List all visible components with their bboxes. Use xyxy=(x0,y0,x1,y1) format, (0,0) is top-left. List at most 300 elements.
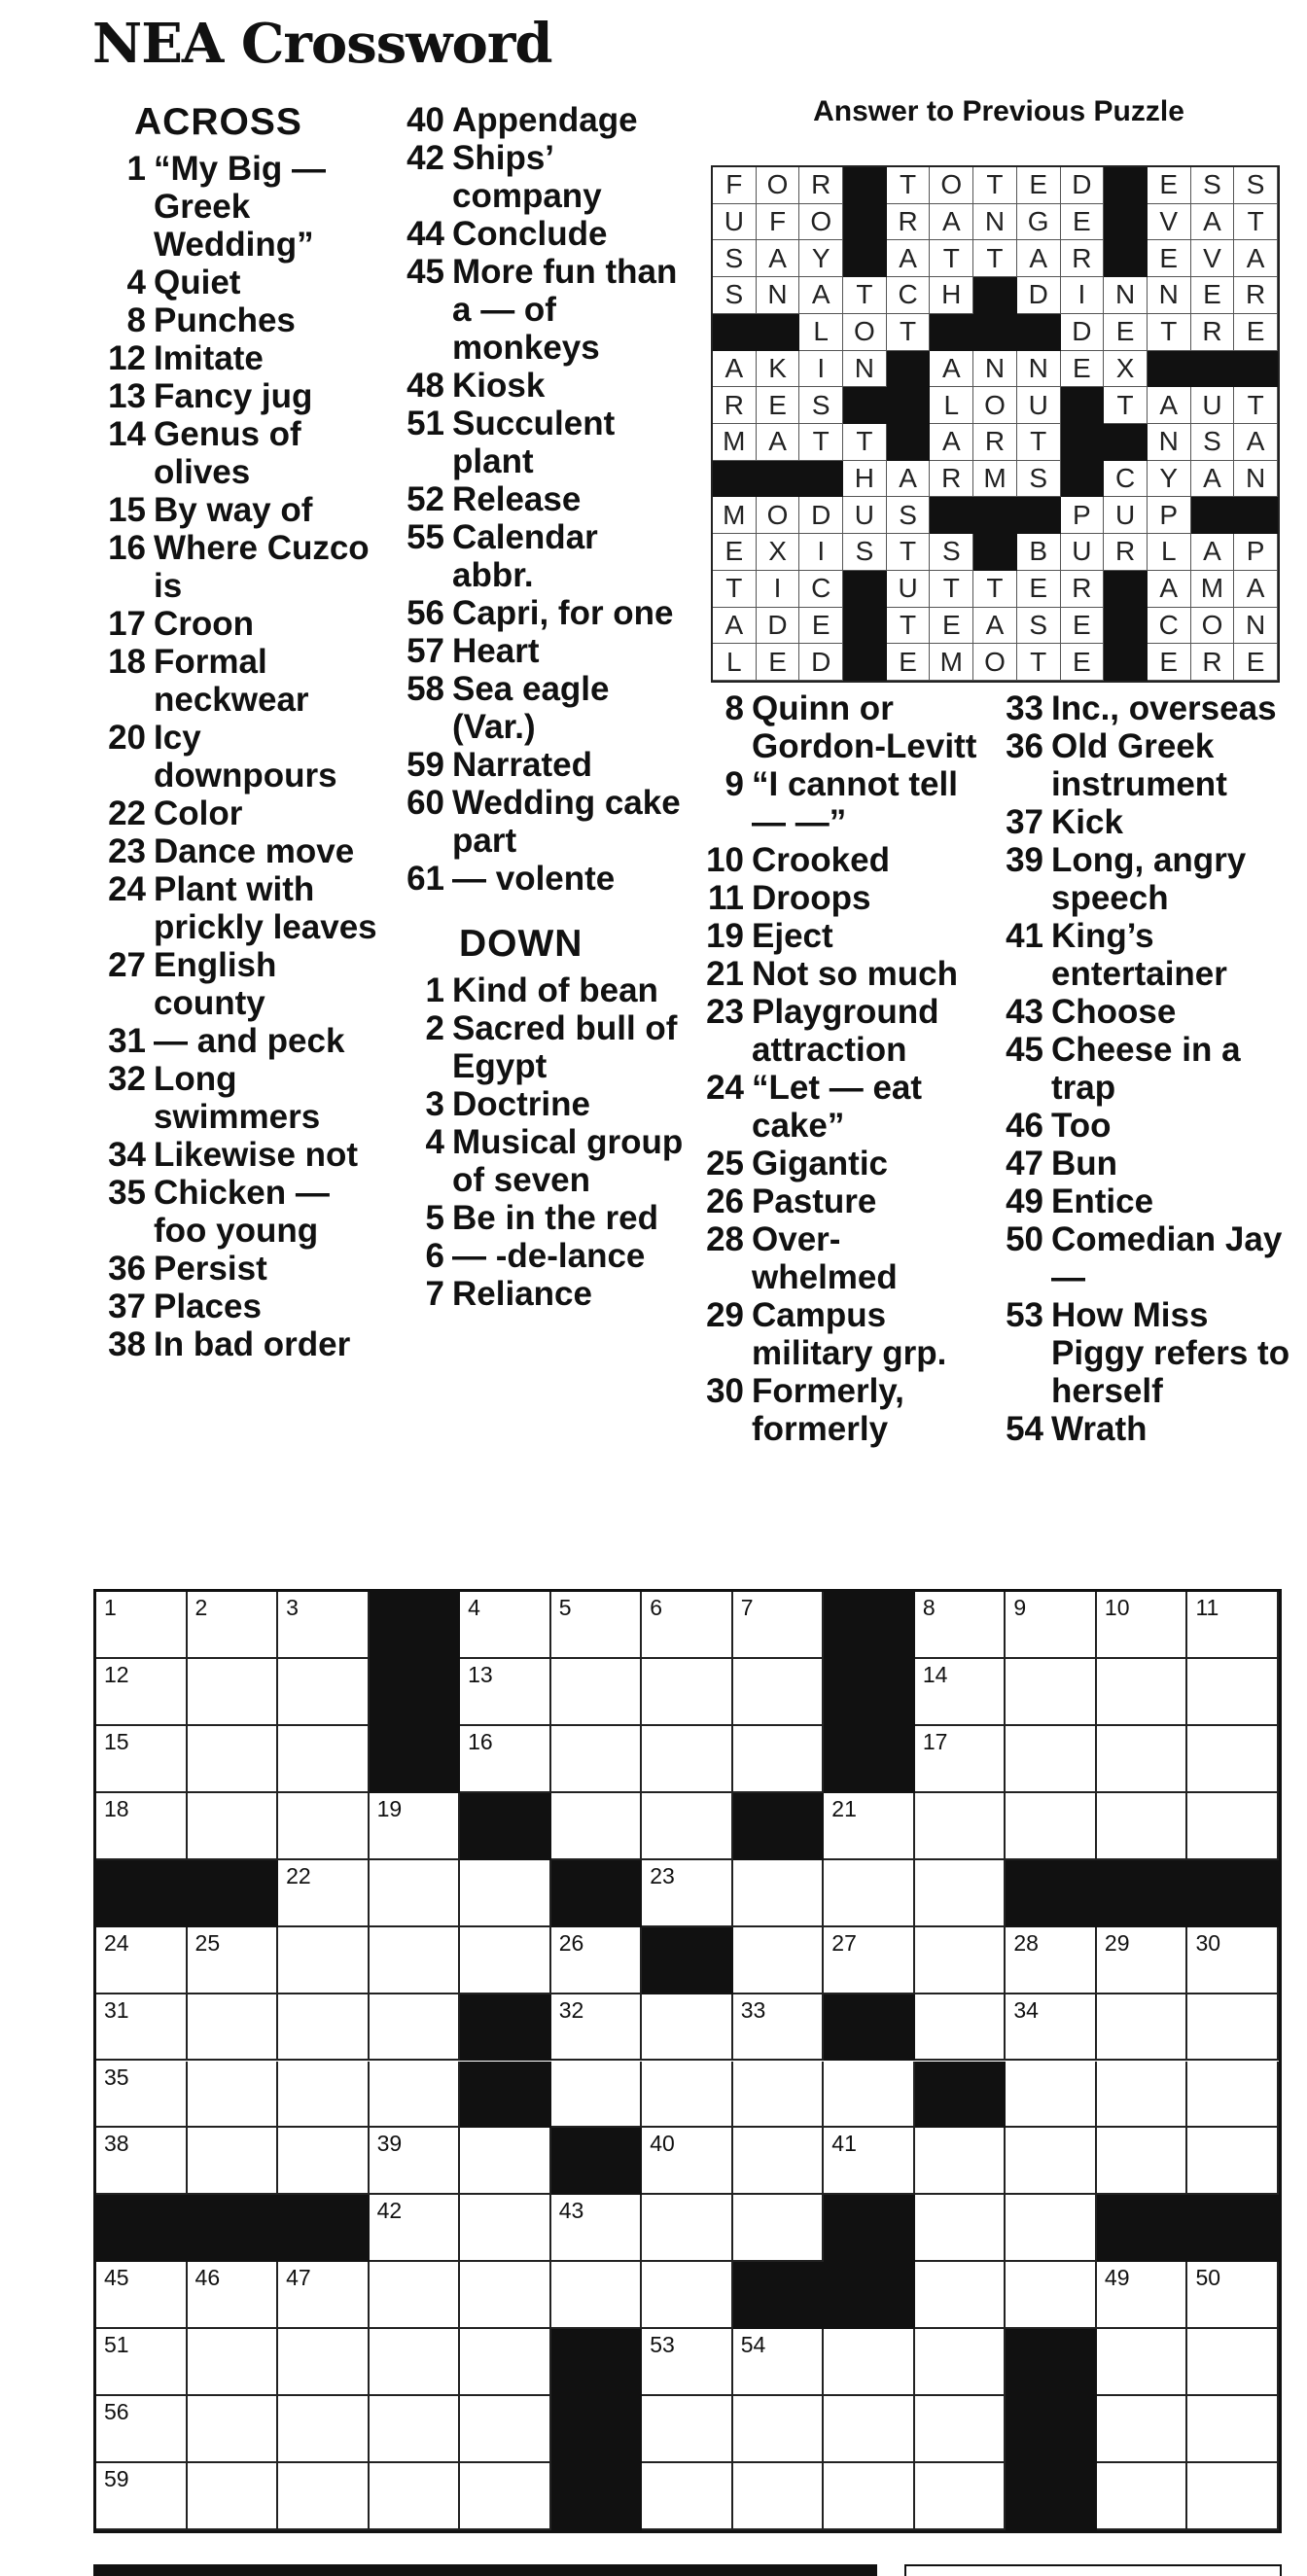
grid-cell[interactable] xyxy=(1187,1994,1279,2062)
grid-cell[interactable] xyxy=(1006,2062,1097,2129)
grid-cell[interactable] xyxy=(642,2062,733,2129)
grid-cell[interactable] xyxy=(370,1994,461,2062)
grid-cell[interactable] xyxy=(188,2262,279,2329)
grid-cell[interactable] xyxy=(96,1793,188,1860)
clue-text: More fun than a — of monkeys xyxy=(452,253,678,367)
grid-cell[interactable] xyxy=(642,2329,733,2396)
grid-cell[interactable] xyxy=(1006,1927,1097,1994)
grid-cell[interactable] xyxy=(278,2128,370,2195)
clue-item[interactable] xyxy=(93,1288,385,1325)
clue-item[interactable] xyxy=(395,746,687,784)
clue-number: 20 xyxy=(108,719,146,757)
clue-item[interactable] xyxy=(93,794,385,832)
clue-item[interactable] xyxy=(992,1296,1303,1410)
grid-cell[interactable] xyxy=(733,1927,825,1994)
answer-cell: T xyxy=(973,571,1017,608)
grid-cell[interactable] xyxy=(370,2329,461,2396)
clue-column-1 xyxy=(93,101,385,1363)
clue-item[interactable] xyxy=(395,1123,687,1199)
clue-text: Playground attraction xyxy=(752,993,939,1069)
clue-item[interactable] xyxy=(395,594,687,632)
clue-number: 3 xyxy=(425,1085,444,1123)
clue-item[interactable] xyxy=(395,253,687,367)
clue-item[interactable] xyxy=(93,832,385,870)
clue-item[interactable] xyxy=(395,670,687,746)
grid-cell[interactable] xyxy=(96,2396,188,2463)
grid-cell[interactable] xyxy=(915,2128,1007,2195)
clue-item[interactable] xyxy=(992,917,1303,993)
clue-item[interactable] xyxy=(692,1296,984,1372)
grid-cell[interactable] xyxy=(551,1592,643,1659)
grid-cell[interactable] xyxy=(824,2396,915,2463)
grid-cell[interactable] xyxy=(915,2329,1007,2396)
clue-number: 52 xyxy=(406,480,444,518)
grid-cell[interactable] xyxy=(370,2463,461,2530)
clue-item[interactable] xyxy=(992,803,1303,841)
clue-item[interactable] xyxy=(93,1174,385,1250)
clue-number: 55 xyxy=(406,518,444,556)
grid-cell[interactable] xyxy=(1006,1659,1097,1726)
grid-block xyxy=(188,2195,279,2262)
grid-cell[interactable] xyxy=(278,1927,370,1994)
answer-block xyxy=(713,314,757,351)
grid-cell[interactable] xyxy=(915,1994,1007,2062)
clue-item[interactable] xyxy=(93,150,385,264)
clue-text: Choose xyxy=(1051,993,1177,1031)
clue-item[interactable] xyxy=(992,727,1303,803)
grid-cell[interactable] xyxy=(1006,1793,1097,1860)
clue-item[interactable] xyxy=(395,215,687,253)
previous-answer-heading: Answer to Previous Puzzle xyxy=(813,95,1184,127)
answer-cell: O xyxy=(1191,608,1235,645)
grid-block xyxy=(1006,1860,1097,1927)
cell-number: 5 xyxy=(558,1595,572,1620)
clue-item[interactable] xyxy=(93,377,385,415)
grid-cell[interactable] xyxy=(96,1659,188,1726)
grid-cell[interactable] xyxy=(1097,2128,1188,2195)
clue-item[interactable] xyxy=(93,605,385,643)
grid-cell[interactable] xyxy=(1187,1927,1279,1994)
grid-cell[interactable] xyxy=(1187,1726,1279,1793)
grid-cell[interactable] xyxy=(188,1927,279,1994)
cell-number: 33 xyxy=(740,1996,766,2023)
grid-cell[interactable] xyxy=(370,2128,461,2195)
grid-cell[interactable] xyxy=(1097,2062,1188,2129)
answer-block xyxy=(1191,497,1235,534)
grid-cell[interactable] xyxy=(1006,2262,1097,2329)
clue-text: Narrated xyxy=(452,746,592,784)
grid-cell[interactable] xyxy=(733,2062,825,2129)
clue-number: 17 xyxy=(108,605,146,643)
crossword-grid[interactable] xyxy=(93,1589,1282,2533)
grid-cell[interactable] xyxy=(915,1592,1007,1659)
answer-cell: O xyxy=(973,644,1017,681)
grid-cell[interactable] xyxy=(460,2128,551,2195)
clue-item[interactable] xyxy=(395,1275,687,1313)
clue-item[interactable] xyxy=(992,1182,1303,1220)
cell-number: 49 xyxy=(1104,2265,1130,2291)
clue-number: 36 xyxy=(108,1250,146,1288)
answer-block xyxy=(757,461,800,498)
clue-text: Places xyxy=(154,1288,262,1325)
grid-cell[interactable] xyxy=(278,1592,370,1659)
clue-item[interactable] xyxy=(992,1107,1303,1145)
answer-block xyxy=(843,387,887,424)
grid-cell[interactable] xyxy=(370,2195,461,2262)
grid-cell[interactable] xyxy=(1097,1592,1188,1659)
grid-cell[interactable] xyxy=(733,1659,825,1726)
clue-item[interactable] xyxy=(93,491,385,529)
grid-cell[interactable] xyxy=(1187,2329,1279,2396)
clue-text: Be in the red xyxy=(452,1199,658,1237)
grid-cell[interactable] xyxy=(460,2262,551,2329)
grid-cell[interactable] xyxy=(824,2062,915,2129)
footer-divider xyxy=(93,2564,877,2576)
grid-cell[interactable] xyxy=(733,1994,825,2062)
grid-cell[interactable] xyxy=(551,2195,643,2262)
grid-cell[interactable] xyxy=(188,1994,279,2062)
clue-item[interactable] xyxy=(395,480,687,518)
clue-item[interactable] xyxy=(93,719,385,794)
grid-cell[interactable] xyxy=(96,1726,188,1793)
grid-cell[interactable] xyxy=(915,2463,1007,2530)
grid-block xyxy=(551,1860,643,1927)
answer-block xyxy=(843,608,887,645)
clue-item[interactable] xyxy=(692,689,984,765)
grid-cell[interactable] xyxy=(915,2262,1007,2329)
grid-cell[interactable] xyxy=(1097,1793,1188,1860)
clue-item[interactable] xyxy=(692,917,984,955)
clue-item[interactable] xyxy=(395,101,687,139)
grid-cell[interactable] xyxy=(370,2396,461,2463)
grid-cell[interactable] xyxy=(1187,2463,1279,2530)
grid-cell[interactable] xyxy=(278,1793,370,1860)
grid-cell[interactable] xyxy=(460,2396,551,2463)
grid-cell[interactable] xyxy=(278,2262,370,2329)
answer-block xyxy=(930,314,973,351)
grid-cell[interactable] xyxy=(188,2062,279,2129)
clue-text: Icy downpours xyxy=(154,719,337,794)
answer-cell: A xyxy=(757,240,800,277)
grid-cell[interactable] xyxy=(642,1592,733,1659)
answer-block xyxy=(1104,204,1148,241)
grid-cell[interactable] xyxy=(460,2195,551,2262)
clue-item[interactable] xyxy=(395,405,687,480)
grid-cell[interactable] xyxy=(96,2329,188,2396)
grid-cell[interactable] xyxy=(278,1659,370,1726)
grid-cell[interactable] xyxy=(1097,2463,1188,2530)
grid-cell[interactable] xyxy=(1187,2128,1279,2195)
clue-item[interactable] xyxy=(395,518,687,594)
answer-cell: N xyxy=(1104,277,1148,314)
grid-cell[interactable] xyxy=(642,2262,733,2329)
grid-cell[interactable] xyxy=(460,1860,551,1927)
clue-item[interactable] xyxy=(692,993,984,1069)
grid-cell[interactable] xyxy=(733,1860,825,1927)
clue-item[interactable] xyxy=(395,971,687,1009)
clue-item[interactable] xyxy=(992,1410,1303,1448)
answer-cell: I xyxy=(1061,277,1105,314)
clue-item[interactable] xyxy=(992,1220,1303,1296)
grid-cell[interactable] xyxy=(551,1994,643,2062)
grid-cell[interactable] xyxy=(278,1726,370,1793)
grid-cell[interactable] xyxy=(733,1592,825,1659)
clue-text: Persist xyxy=(154,1250,267,1288)
clue-text: — -de-lance xyxy=(452,1237,646,1275)
grid-block xyxy=(1097,2195,1188,2262)
clue-item[interactable] xyxy=(692,1069,984,1145)
grid-cell[interactable] xyxy=(96,2062,188,2129)
grid-block xyxy=(551,2329,643,2396)
clue-item[interactable] xyxy=(992,1031,1303,1107)
clue-item[interactable] xyxy=(692,955,984,993)
grid-cell[interactable] xyxy=(824,1860,915,1927)
grid-cell[interactable] xyxy=(915,1860,1007,1927)
clue-item[interactable] xyxy=(93,339,385,377)
clue-item[interactable] xyxy=(992,993,1303,1031)
answer-cell: E xyxy=(1061,204,1105,241)
cell-number: 22 xyxy=(286,1862,311,1888)
grid-cell[interactable] xyxy=(370,2062,461,2129)
grid-cell[interactable] xyxy=(642,1659,733,1726)
clue-item[interactable] xyxy=(93,946,385,1022)
answer-block xyxy=(1234,351,1278,388)
clue-item[interactable] xyxy=(93,1022,385,1060)
answer-cell: T xyxy=(1017,424,1061,461)
grid-cell[interactable] xyxy=(915,2396,1007,2463)
clue-item[interactable] xyxy=(692,765,984,841)
grid-cell[interactable] xyxy=(188,1592,279,1659)
grid-cell[interactable] xyxy=(1187,2262,1279,2329)
clue-item[interactable] xyxy=(692,1145,984,1182)
grid-cell[interactable] xyxy=(642,1994,733,2062)
grid-cell[interactable] xyxy=(733,2463,825,2530)
clue-text: Over-whelmed xyxy=(752,1220,898,1296)
clue-item[interactable] xyxy=(395,860,687,898)
grid-cell[interactable] xyxy=(1187,1592,1279,1659)
clue-item[interactable] xyxy=(395,139,687,215)
answer-cell: D xyxy=(757,608,800,645)
answer-block xyxy=(1061,424,1105,461)
grid-cell[interactable] xyxy=(1097,1726,1188,1793)
answer-block xyxy=(757,314,800,351)
grid-cell[interactable] xyxy=(460,1659,551,1726)
grid-cell[interactable] xyxy=(1187,2396,1279,2463)
grid-cell[interactable] xyxy=(733,1726,825,1793)
grid-block xyxy=(1006,2329,1097,2396)
clue-item[interactable] xyxy=(93,1250,385,1288)
clue-text: Appendage xyxy=(452,101,638,139)
grid-cell[interactable] xyxy=(1006,2128,1097,2195)
grid-cell[interactable] xyxy=(1006,1592,1097,1659)
grid-cell[interactable] xyxy=(188,2128,279,2195)
grid-cell[interactable] xyxy=(551,1927,643,1994)
clue-item[interactable] xyxy=(395,367,687,405)
grid-cell[interactable] xyxy=(824,2329,915,2396)
clue-item[interactable] xyxy=(992,1145,1303,1182)
clue-item[interactable] xyxy=(395,1237,687,1275)
grid-block xyxy=(1187,1860,1279,1927)
grid-cell[interactable] xyxy=(96,1592,188,1659)
grid-cell[interactable] xyxy=(733,2396,825,2463)
answer-cell: F xyxy=(757,204,800,241)
clue-item[interactable] xyxy=(692,879,984,917)
grid-cell[interactable] xyxy=(188,1726,279,1793)
clue-text: Quiet xyxy=(154,264,241,301)
clue-item[interactable] xyxy=(692,1372,984,1448)
grid-cell[interactable] xyxy=(370,1793,461,1860)
grid-cell[interactable] xyxy=(642,2396,733,2463)
grid-cell[interactable] xyxy=(1097,1927,1188,1994)
cell-number: 28 xyxy=(1013,1929,1039,1956)
clue-item[interactable] xyxy=(93,643,385,719)
grid-cell[interactable] xyxy=(96,2262,188,2329)
grid-cell[interactable] xyxy=(278,2329,370,2396)
grid-cell[interactable] xyxy=(278,2463,370,2530)
grid-cell[interactable] xyxy=(1187,1659,1279,1726)
clue-item[interactable] xyxy=(992,841,1303,917)
clue-item[interactable] xyxy=(93,415,385,491)
clue-item[interactable] xyxy=(93,1060,385,1136)
grid-cell[interactable] xyxy=(278,2396,370,2463)
grid-cell[interactable] xyxy=(188,1659,279,1726)
grid-cell[interactable] xyxy=(915,1927,1007,1994)
clue-item[interactable] xyxy=(395,1199,687,1237)
clue-item[interactable] xyxy=(93,529,385,605)
grid-cell[interactable] xyxy=(551,1659,643,1726)
answer-cell: S xyxy=(799,387,843,424)
grid-cell[interactable] xyxy=(824,1793,915,1860)
grid-cell[interactable] xyxy=(188,2329,279,2396)
clue-item[interactable] xyxy=(93,301,385,339)
grid-cell[interactable] xyxy=(96,2128,188,2195)
clue-text: Campus military grp. xyxy=(752,1296,947,1372)
grid-cell[interactable] xyxy=(460,2329,551,2396)
grid-cell[interactable] xyxy=(642,2195,733,2262)
grid-cell[interactable] xyxy=(1006,1994,1097,2062)
grid-cell[interactable] xyxy=(824,1927,915,1994)
grid-cell[interactable] xyxy=(1006,2195,1097,2262)
grid-cell[interactable] xyxy=(370,1860,461,1927)
answer-cell: Y xyxy=(1148,461,1191,498)
grid-cell[interactable] xyxy=(278,1994,370,2062)
grid-cell[interactable] xyxy=(96,1927,188,1994)
grid-cell[interactable] xyxy=(460,2463,551,2530)
clue-text: “I cannot tell — —” xyxy=(752,765,958,841)
answer-cell: T xyxy=(799,424,843,461)
grid-cell[interactable] xyxy=(278,2062,370,2129)
grid-cell[interactable] xyxy=(188,2396,279,2463)
answer-cell: D xyxy=(1017,277,1061,314)
grid-cell[interactable] xyxy=(824,2128,915,2195)
clue-text: Too xyxy=(1051,1107,1112,1145)
grid-cell[interactable] xyxy=(460,1927,551,1994)
grid-block xyxy=(551,2463,643,2530)
grid-cell[interactable] xyxy=(1097,1994,1188,2062)
grid-cell[interactable] xyxy=(915,1726,1007,1793)
clue-item[interactable] xyxy=(395,1085,687,1123)
grid-cell[interactable] xyxy=(370,2262,461,2329)
answer-cell: E xyxy=(1017,571,1061,608)
grid-cell[interactable] xyxy=(1097,2329,1188,2396)
cell-number: 12 xyxy=(104,1661,129,1687)
clue-number: 35 xyxy=(108,1174,146,1212)
grid-cell[interactable] xyxy=(642,2463,733,2530)
grid-block xyxy=(824,1726,915,1793)
grid-cell[interactable] xyxy=(551,2262,643,2329)
clue-item[interactable] xyxy=(395,632,687,670)
clue-item[interactable] xyxy=(93,264,385,301)
grid-cell[interactable] xyxy=(642,1860,733,1927)
answer-cell: T xyxy=(843,277,887,314)
grid-cell[interactable] xyxy=(370,1927,461,1994)
grid-cell[interactable] xyxy=(642,1726,733,1793)
grid-cell[interactable] xyxy=(915,2195,1007,2262)
cell-number: 46 xyxy=(194,2265,221,2291)
clue-item[interactable] xyxy=(692,1220,984,1296)
grid-cell[interactable] xyxy=(460,1592,551,1659)
grid-block xyxy=(460,1793,551,1860)
grid-cell[interactable] xyxy=(1187,1793,1279,1860)
answer-cell: A xyxy=(1191,461,1235,498)
cell-number: 38 xyxy=(104,2131,129,2157)
grid-cell[interactable] xyxy=(733,2128,825,2195)
answer-cell: C xyxy=(1104,461,1148,498)
grid-cell[interactable] xyxy=(96,1994,188,2062)
grid-cell[interactable] xyxy=(733,2329,825,2396)
grid-cell[interactable] xyxy=(551,1726,643,1793)
clue-number: 18 xyxy=(108,643,146,681)
clue-number: 26 xyxy=(706,1182,744,1220)
grid-cell[interactable] xyxy=(824,2463,915,2530)
grid-cell[interactable] xyxy=(642,1793,733,1860)
grid-cell[interactable] xyxy=(1006,1726,1097,1793)
grid-cell[interactable] xyxy=(460,1726,551,1793)
grid-cell[interactable] xyxy=(278,1860,370,1927)
grid-cell[interactable] xyxy=(551,2062,643,2129)
grid-cell[interactable] xyxy=(1097,2396,1188,2463)
clue-number: 4 xyxy=(126,264,146,301)
grid-block xyxy=(824,1994,915,2062)
clue-item[interactable] xyxy=(93,1136,385,1174)
clue-text: Ships’ company xyxy=(452,139,602,215)
grid-cell[interactable] xyxy=(642,2128,733,2195)
cell-number: 21 xyxy=(831,1795,857,1821)
grid-cell[interactable] xyxy=(733,2195,825,2262)
clue-number: 42 xyxy=(406,139,444,177)
grid-cell[interactable] xyxy=(188,1793,279,1860)
answer-cell: N xyxy=(1234,608,1278,645)
grid-cell[interactable] xyxy=(188,2463,279,2530)
clue-item[interactable] xyxy=(692,1182,984,1220)
grid-cell[interactable] xyxy=(915,1793,1007,1860)
clue-item[interactable] xyxy=(93,870,385,946)
answer-cell: U xyxy=(1104,497,1148,534)
grid-cell[interactable] xyxy=(915,1659,1007,1726)
grid-cell[interactable] xyxy=(1097,2262,1188,2329)
grid-cell[interactable] xyxy=(1097,1659,1188,1726)
clue-item[interactable] xyxy=(93,1325,385,1363)
clue-item[interactable] xyxy=(395,784,687,860)
clue-item[interactable] xyxy=(395,1009,687,1085)
clue-item[interactable] xyxy=(692,841,984,879)
answer-cell: U xyxy=(843,497,887,534)
answer-cell: A xyxy=(930,351,973,388)
clue-item[interactable] xyxy=(992,689,1303,727)
grid-cell[interactable] xyxy=(1187,2062,1279,2129)
grid-cell[interactable] xyxy=(551,1793,643,1860)
grid-cell[interactable] xyxy=(96,2463,188,2530)
